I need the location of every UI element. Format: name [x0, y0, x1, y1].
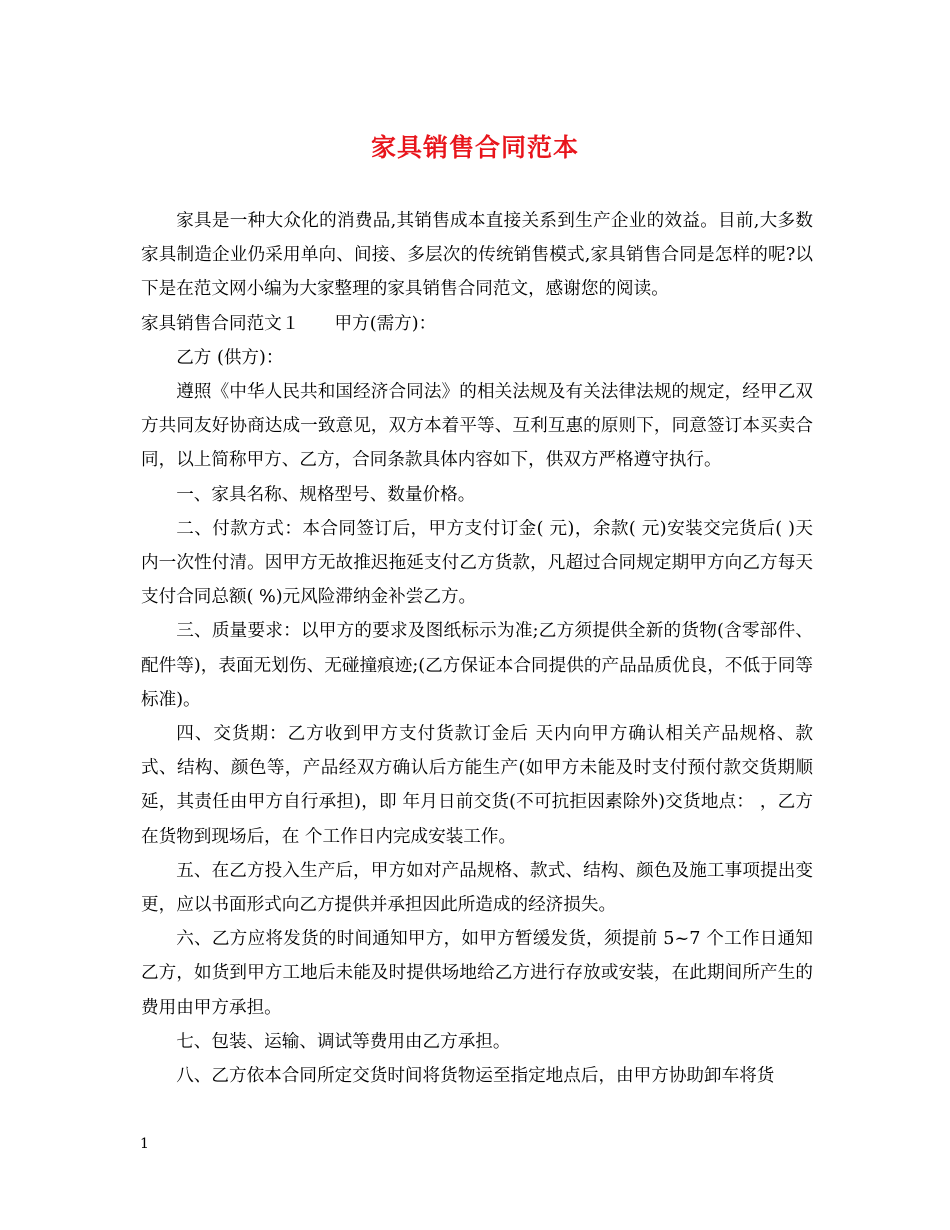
- paragraph-intro: 家具是一种大众化的消费品,其销售成本直接关系到生产企业的效益。目前,大多数家具制造企业仍采用单向、间接、多层次的传统销售模式,家具销售合同是怎样的呢?以下是在范文网小编为大家整理的家具销售合同范文，感谢您的阅读。: [141, 211, 813, 300]
- paragraph-preamble: 遵照《中华人民共和国经济合同法》的相关法规及有关法律法规的规定，经甲乙双方共同友好协商达成一致意见，双方本着平等、互利互惠的原则下，同意签订本买卖合同，以上简称甲方、乙方，合同条款具体内容如下，供双方严格遵守执行。: [141, 382, 813, 471]
- page-number: 1: [140, 1136, 149, 1152]
- document-title: 家具销售合同范本: [370, 133, 579, 162]
- paragraph-clause-4: 四、交货期：乙方收到甲方支付货款订金后 天内向甲方确认相关产品规格、款式、结构、颜色等，产品经双方确认后方能生产(如甲方未能及时支付预付款交货期顺延，其责任由甲方自行承担)，即 年月日前交货(不可抗拒因素除外)交货地点： ，乙方在货物到现场后，在 个工作日内完成安装工作。: [141, 724, 813, 847]
- paragraph-clause-2: 二、付款方式：本合同签订后，甲方支付订金( 元)，余款( 元)安装交完货后( )天内一次性付清。因甲方无故推迟拖延支付乙方货款，凡超过合同规定期甲方向乙方每天支付合同总额( %)元风险滞纳金补尝乙方。: [141, 518, 813, 608]
- document-body: [141, 204, 813, 1093]
- paragraph-clause-7: 七、包装、运输、调试等费用由乙方承担。: [176, 1031, 511, 1052]
- paragraph-clause-5: 五、在乙方投入生产后，甲方如对产品规格、款式、结构、颜色及施工事项提出变更，应以书面形式向乙方提供并承担因此所造成的经济损失。: [141, 860, 813, 916]
- paragraph-clause-3: 三、质量要求：以甲方的要求及图纸标示为准;乙方须提供全新的货物(含零部件、配件等)，表面无划伤、无碰撞痕迹;(乙方保证本合同提供的产品品质优良，不低于同等标准)。: [141, 621, 813, 710]
- paragraph-party-b: 乙方 (供方)：: [176, 347, 284, 368]
- paragraph-party-a: 家具销售合同范文１ 甲方(需方)：: [141, 313, 437, 334]
- paragraph-clause-8: 八、乙方依本合同所定交货时间将货物运至指定地点后，由甲方协助卸车将货: [176, 1066, 775, 1087]
- paragraph-clause-6: 六、乙方应将发货的时间通知甲方，如甲方暂缓发货，须提前 5~7 个工作日通知乙方，如货到甲方工地后未能及时提供场地给乙方进行存放或安装，在此期间所产生的费用由甲方承担。: [141, 929, 813, 1018]
- paragraph-clause-1: 一、家具名称、规格型号、数量价格。: [176, 484, 476, 505]
